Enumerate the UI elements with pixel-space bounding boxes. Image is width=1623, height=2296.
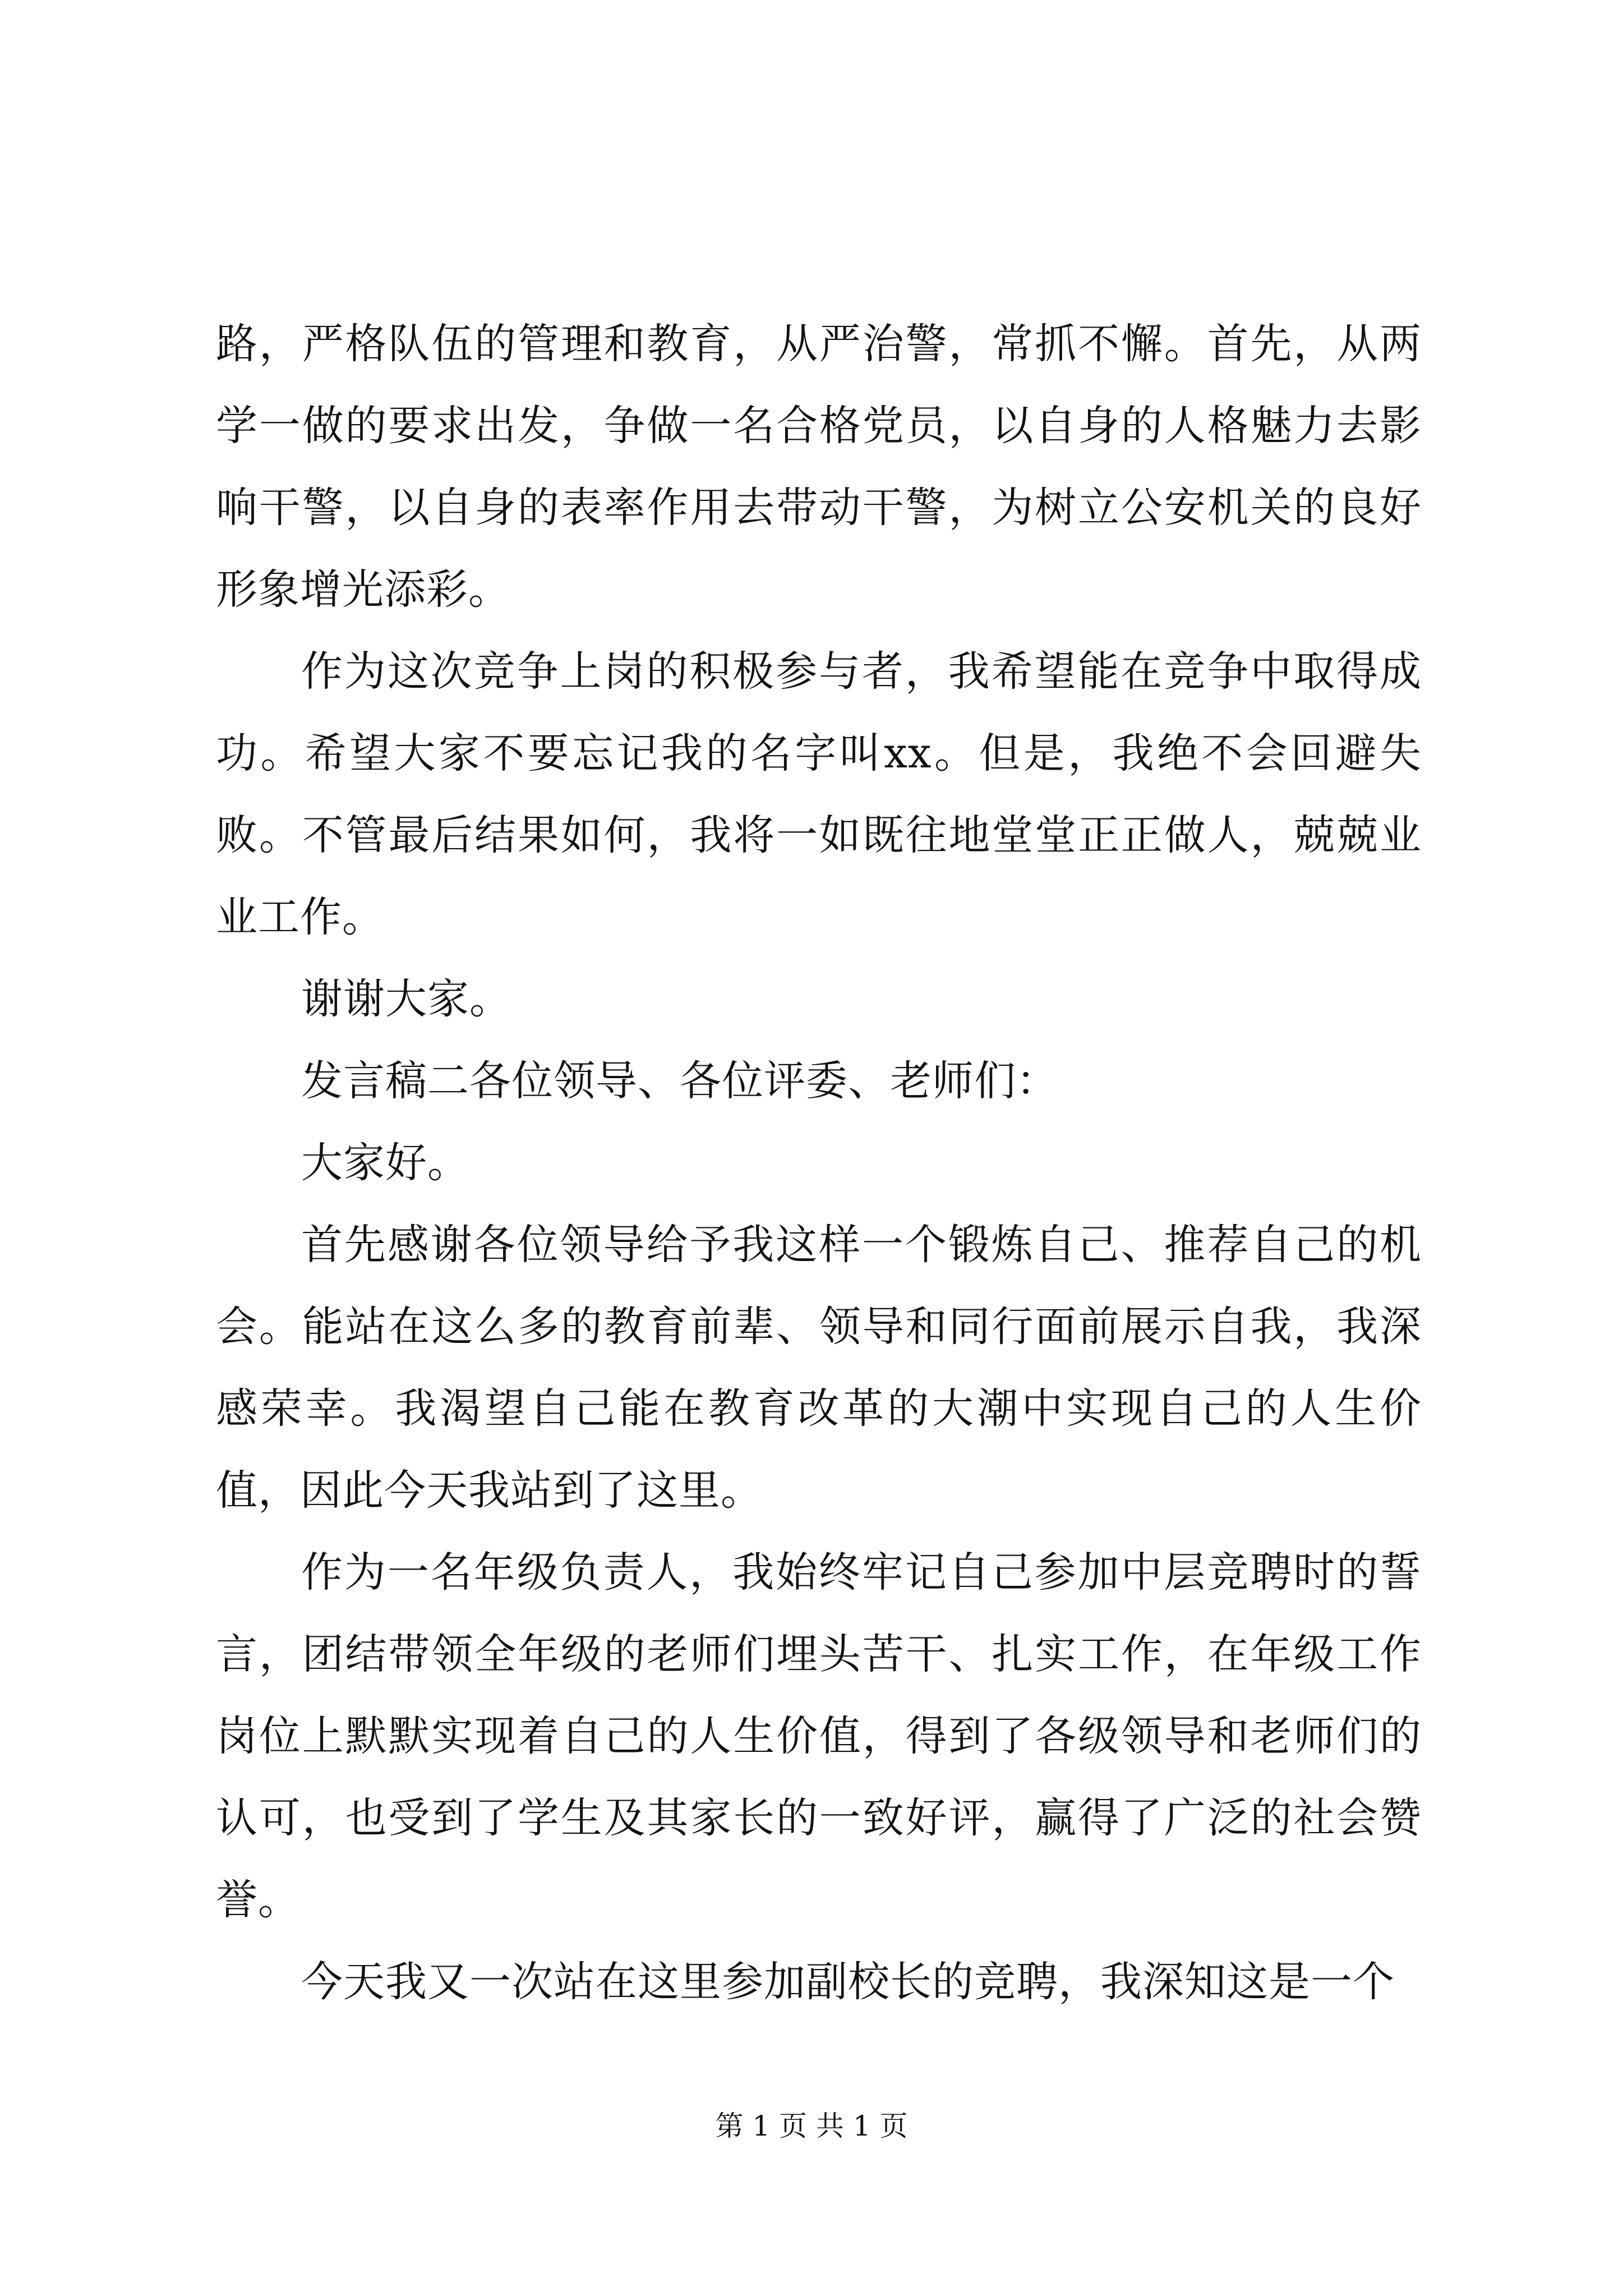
paragraph-continuation: 路，严格队伍的管理和教育，从严治警，常抓不懈。首先，从两学一做的要求出发，争做一名合格党员，以自身的人格魅力去影响干警，以自身的表率作用去带动干警，为树立公安机关的良好形象增光添彩。 — [216, 320, 1422, 614]
paragraph: 发言稿二各位领导、各位评委、老师们： — [301, 1057, 1058, 1105]
page-number-footer: 第 1 页 共 1 页 — [715, 2110, 908, 2142]
paragraph: 作为一名年级负责人，我始终牢记自己参加中层竞聘时的誓言，团结带领全年级的老师们埋头苦干、扎实工作，在年级工作岗位上默默实现着自己的人生价值，得到了各级领导和老师们的认可，也受到了学生及其家长的一致好评，赢得了广泛的社会赞誉。 — [216, 1548, 1422, 1924]
paragraph: 大家好。 — [301, 1139, 469, 1187]
paragraph: 谢谢大家。 — [301, 975, 511, 1023]
paragraph: 作为这次竞争上岗的积极参与者，我希望能在竞争中取得成功。希望大家不要忘记我的名字叫xx。但是，我绝不会回避失败。不管最后结果如何，我将一如既往地堂堂正正做人，兢兢业业工作。 — [216, 647, 1422, 941]
paragraph: 今天我又一次站在这里参加副校长的竞聘，我深知这是一个 — [301, 1958, 1395, 2006]
paragraph: 首先感谢各位领导给予我这样一个锻炼自己、推荐自己的机会。能站在这么多的教育前辈、领导和同行面前展示自我，我深感荣幸。我渴望自己能在教育改革的大潮中实现自己的人生价值，因此今天我站到了这里。 — [216, 1221, 1422, 1515]
document-body — [216, 303, 1422, 2023]
